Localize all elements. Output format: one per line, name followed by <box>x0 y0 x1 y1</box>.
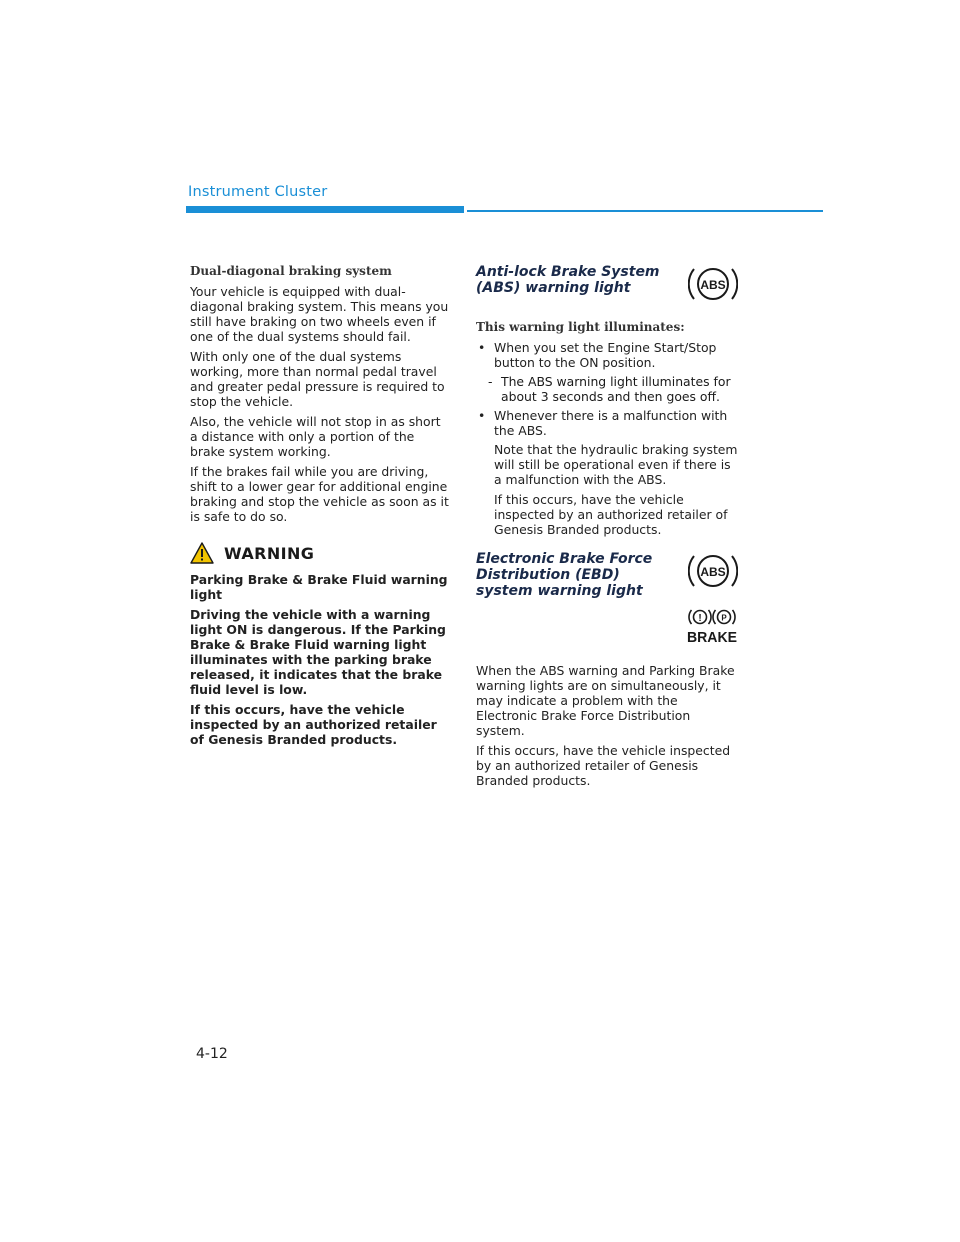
warning-triangle-icon <box>190 542 214 564</box>
svg-text:ABS: ABS <box>700 565 726 579</box>
abs-bullet-list <box>476 340 738 370</box>
note-paragraph: If this occurs, have the vehicle inspected by an authorized retailer of Genesis Branded products. <box>494 492 728 537</box>
abs-warning-icon <box>688 262 738 306</box>
warning-label: WARNING <box>224 543 315 563</box>
paragraph: With only one of the dual systems working, more than normal pedal travel and greater pedal pressure is required to stop the vehicle. <box>190 349 445 409</box>
svg-text:!: ! <box>698 613 702 624</box>
paragraph: Your vehicle is equipped with dual-diagonal braking system. This means you still have braking on two wheels even if one of the dual systems should fail. <box>190 284 449 344</box>
sub-item-text: The ABS warning light illuminates for about 3 seconds and then goes off. <box>501 374 731 404</box>
header-rule-thick <box>186 206 464 213</box>
abs-warning-icon <box>688 549 738 593</box>
svg-text:ABS: ABS <box>700 278 726 292</box>
list-item-text: When you set the Engine Start/Stop button to the ON position. <box>494 340 717 370</box>
right-column <box>476 264 738 793</box>
note-paragraph: Note that the hydraulic braking system will still be operational even if there is a malfunction with the ABS. <box>494 442 738 487</box>
dual-diagonal-heading: Dual-diagonal braking system <box>190 264 392 278</box>
brake-warning-icon <box>686 607 738 645</box>
abs-section-header <box>476 264 738 306</box>
list-item: • When you set the Engine Start/Stop button to the ON position. <box>478 340 717 370</box>
section-title: Instrument Cluster <box>188 184 328 200</box>
abs-bullet-list <box>476 408 738 438</box>
page-number: 4-12 <box>196 1046 228 1062</box>
ebd-section-header <box>476 551 738 599</box>
warning-header <box>190 542 452 564</box>
warning-paragraph: If this occurs, have the vehicle inspected by an authorized retailer of Genesis Branded products. <box>190 702 437 747</box>
illuminates-heading: This warning light illuminates: <box>476 320 685 334</box>
left-column <box>190 264 452 752</box>
ebd-title: Electronic Brake Force Distribution (EBD) system warning light <box>476 551 653 599</box>
paragraph: Also, the vehicle will not stop in as short a distance with only a portion of the brake system working. <box>190 414 441 459</box>
list-item: • Whenever there is a malfunction with the ABS. <box>478 408 728 438</box>
paragraph: When the ABS warning and Parking Brake warning lights are on simultaneously, it may indicate a problem with the Electronic Brake Force Distribution system. <box>476 663 735 738</box>
sub-item: - The ABS warning light illuminates for about 3 seconds and then goes off. <box>488 374 731 404</box>
svg-text:P: P <box>721 613 727 623</box>
paragraph: If the brakes fail while you are driving, shift to a lower gear for additional engine braking and stop the vehicle as soon as it is safe to do so. <box>190 464 449 524</box>
abs-title: Anti-lock Brake System (ABS) warning light <box>476 264 660 296</box>
list-item-text: Whenever there is a malfunction with the ABS. <box>494 408 728 438</box>
header-rule-thin <box>467 210 823 212</box>
paragraph: If this occurs, have the vehicle inspected by an authorized retailer of Genesis Branded products. <box>476 743 731 788</box>
warning-paragraph: Parking Brake & Brake Fluid warning light <box>190 572 448 602</box>
svg-text:BRAKE: BRAKE <box>687 629 737 645</box>
warning-paragraph: Driving the vehicle with a warning light ON is dangerous. If the Parking Brake & Brake Fluid warning light illuminates with the parking brake released, it indicates that the brake fluid level is low. <box>190 607 446 697</box>
